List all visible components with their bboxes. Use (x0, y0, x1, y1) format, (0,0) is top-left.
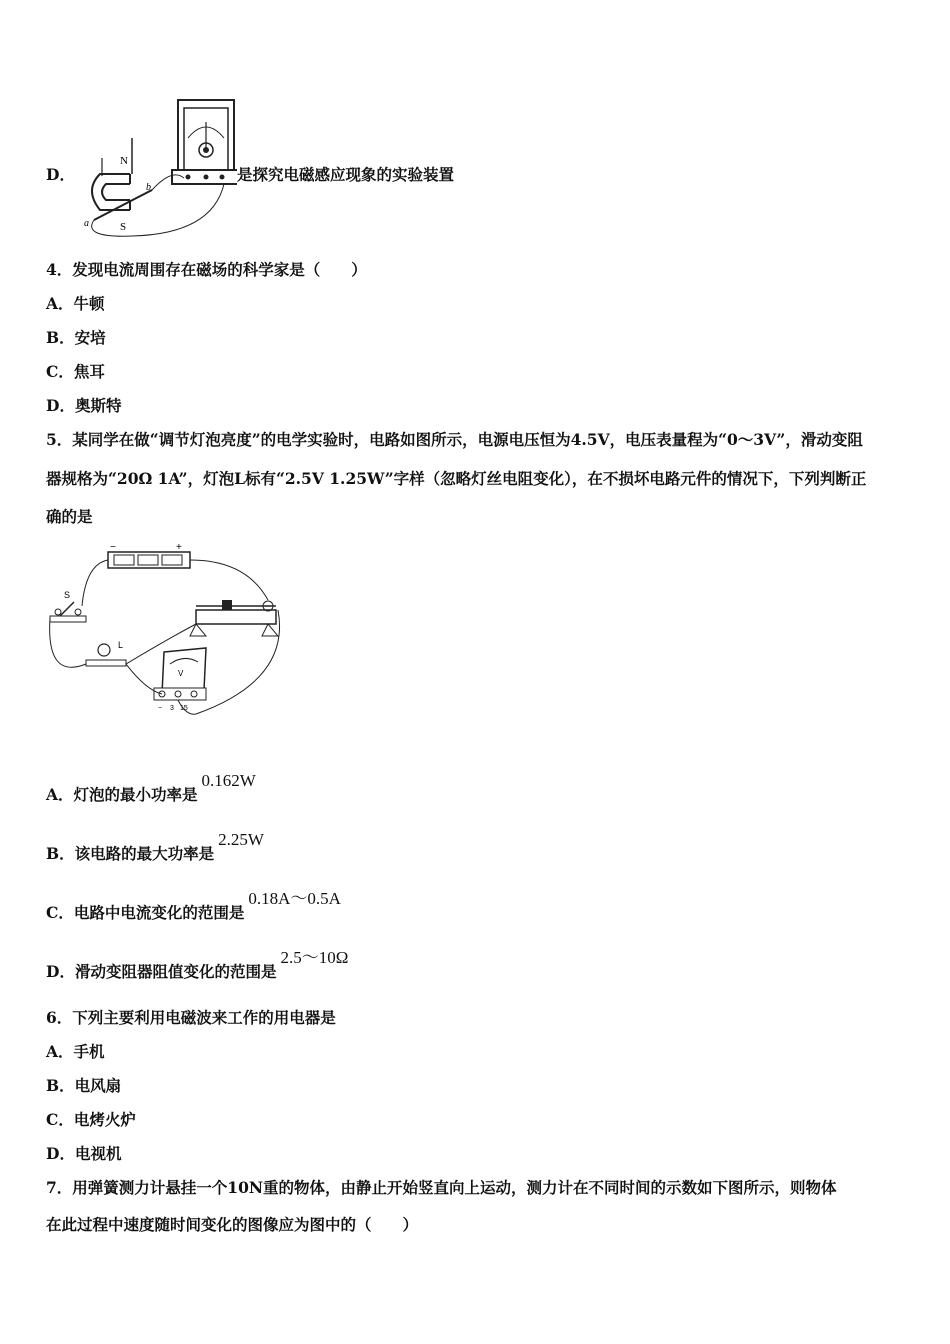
q5-option-a-label: A．灯泡的最小功率是 (46, 785, 198, 804)
q5-stem-line3: 确的是 (46, 507, 93, 526)
q7-stem-line2: 在此过程中速度随时间变化的图像应为图中的（ ） (46, 1215, 419, 1234)
q5-option-d (46, 948, 349, 982)
q5-option-d-label: D．滑动变阻器阻值变化的范围是 (46, 962, 277, 981)
magnet-s-label: S (120, 221, 127, 233)
battery-minus-label: − (110, 542, 116, 553)
switch-s-label: S (64, 590, 71, 600)
rod-b-label: b (146, 182, 151, 193)
q6-option-b: B．电风扇 (46, 1076, 122, 1095)
q5-option-c (46, 889, 341, 923)
q5-stem-line1: 5．某同学在做“调节灯泡亮度”的电学实验时，电路如图所示，电源电压恒为4.5V，电压表量程为“0～3V”，滑动变阻 (46, 430, 863, 449)
q5-option-b-math: 2.25W (218, 830, 264, 849)
battery-plus-label: + (176, 542, 182, 553)
bulb-l-label: L (118, 640, 124, 650)
q5-option-c-label: C．电路中电流变化的范围是 (46, 903, 245, 922)
q5-option-c-math: 0.18A～0.5A (248, 889, 341, 908)
circuit-figure (46, 540, 286, 718)
q5-stem-line2: 器规格为“20Ω 1A”，灯泡L标有“2.5V 1.25W”字样（忽略灯丝电阻变化），在不损坏电路元件的情况下，下列判断正 (46, 469, 867, 488)
q4-option-d: D．奥斯特 (46, 396, 122, 415)
q4-option-b: B．安培 (46, 328, 106, 347)
terminal-minus-label: − (158, 705, 163, 712)
q3-option-d-text: 是探究电磁感应现象的实验装置 (237, 165, 455, 184)
q6-option-d: D．电视机 (46, 1144, 122, 1163)
electromagnetic-induction-figure (72, 98, 237, 240)
voltmeter-v-label: V (178, 669, 184, 678)
q3-option-d-label: D． (46, 165, 75, 184)
magnet-n-label: N (120, 155, 128, 167)
q5-option-b-label: B．该电路的最大功率是 (46, 844, 215, 863)
q4-option-c: C．焦耳 (46, 362, 105, 381)
q5-option-d-math: 2.5～10Ω (280, 948, 349, 967)
q6-stem: 6．下列主要利用电磁波来工作的用电器是 (46, 1008, 336, 1027)
q5-option-b (46, 830, 264, 864)
q4-option-a: A．牛顿 (46, 294, 105, 313)
terminal-3-label: 3 (170, 705, 174, 712)
q7-stem-line1: 7．用弹簧测力计悬挂一个10N重的物体，由静止开始竖直向上运动，测力计在不同时间的示数如下图所示，则物体 (46, 1178, 837, 1197)
q6-option-a: A．手机 (46, 1042, 105, 1061)
q6-option-c: C．电烤火炉 (46, 1110, 136, 1129)
q5-option-a (46, 771, 256, 805)
q4-stem: 4．发现电流周围存在磁场的科学家是（ ） (46, 260, 367, 279)
rod-a-label: a (84, 218, 89, 229)
terminal-15-label: 15 (180, 705, 188, 712)
q5-option-a-math: 0.162W (201, 771, 256, 790)
